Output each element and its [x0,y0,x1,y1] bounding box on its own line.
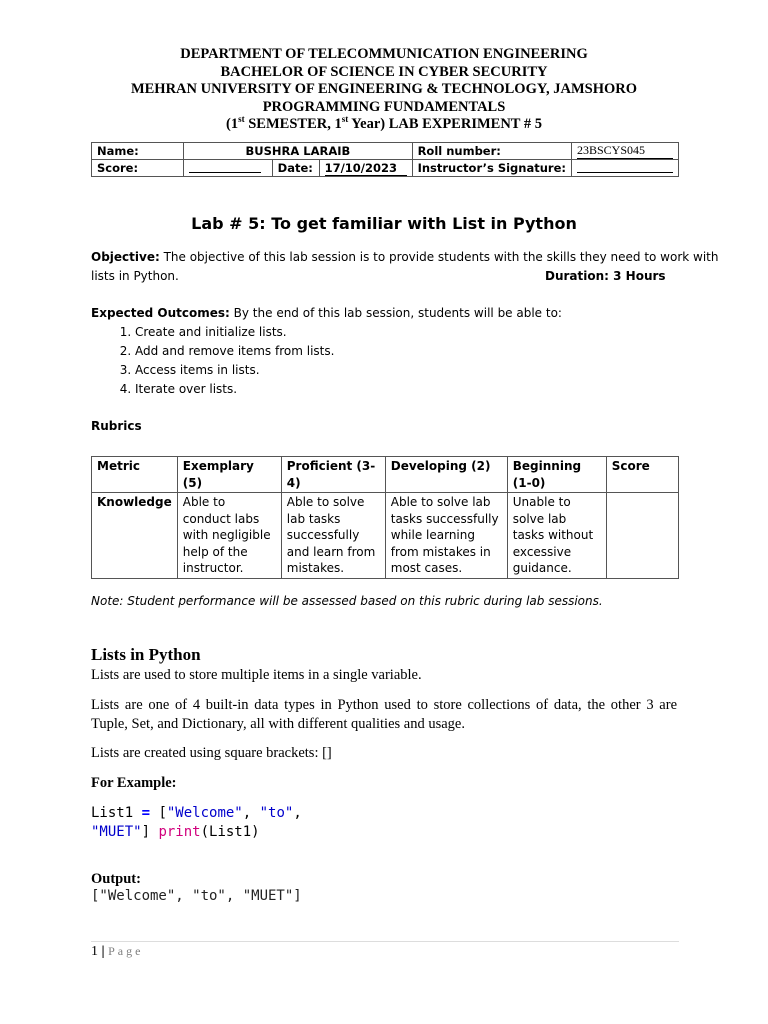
lab-title: Lab # 5: To get familiar with List in Python [191,214,577,233]
page-number: 1 [91,944,98,959]
duration: Duration: 3 Hours [545,269,666,283]
rubrics-heading: Rubrics [91,419,142,433]
department-line: DEPARTMENT OF TELECOMMUNICATION ENGINEERING [180,46,588,62]
cell-beginning: Unable to solve lab tasks without excessive guidance. [507,493,606,579]
signature-blank [572,160,679,177]
objective-label: Objective: [91,250,160,264]
output-label: Output: [91,871,141,887]
paragraph-3: Lists are created using square brackets: [] [91,745,332,761]
cell-score [606,493,678,579]
date-value: 17/10/2023 [325,161,407,176]
cell-metric: Knowledge [92,493,178,579]
cell-exemplary: Able to conduct labs with negligible help of the instructor. [177,493,281,579]
list-item: 2. Add and remove items from lists. [135,342,334,361]
name-value: BUSHRA LARAIB [184,143,412,160]
objective-line2: lists in Python. [91,269,179,283]
program-line: BACHELOR OF SCIENCE IN CYBER SECURITY [220,64,548,80]
student-info-table [91,142,679,177]
paragraph-2: Lists are one of 4 built-in data types in Python used to store collections of data, the other 3 are Tuple, Set, and Dictionary, all with different qualities and usage. [91,697,677,732]
score-blank [184,160,272,177]
table-row [92,493,679,579]
header-exemplary: Exemplary (5) [177,457,281,493]
page-word: Page [108,944,144,958]
outcomes-intro: Expected Outcomes: By the end of this lab session, students will be able to: [91,306,562,320]
outcomes-list [91,323,334,399]
list-item: 1. Create and initialize lists. [135,323,334,342]
outcomes-label: Expected Outcomes: [91,306,230,320]
cell-developing: Able to solve lab tasks successfully while learning from mistakes in most cases. [385,493,507,579]
roll-value: 23BSCYS045 [577,143,673,159]
name-label: Name: [92,143,184,160]
section-heading: Lists in Python [91,645,201,664]
header-beginning: Beginning (1-0) [507,457,606,493]
date-value-cell [319,160,412,177]
cell-proficient: Able to solve lab tasks successfully and learn from mistakes. [281,493,385,579]
university-line: MEHRAN UNIVERSITY OF ENGINEERING & TECHNOLOGY, JAMSHORO [130,81,638,97]
header-score: Score [606,457,678,493]
table-header-row [92,457,679,493]
semester-line: (1st SEMESTER, 1st Year) LAB EXPERIMENT # 5 [226,114,542,132]
objective-paragraph: Objective: The objective of this lab session is to provide students with the skills they need to work with [91,250,719,264]
course-line: PROGRAMMING FUNDAMENTALS [262,99,506,115]
signature-underline [577,160,673,173]
footer-divider [91,941,679,942]
header-developing: Developing (2) [385,457,507,493]
roll-value-cell [572,143,679,160]
output-value: ["Welcome", "to", "MUET"] [91,888,302,904]
code-line-2: "MUET"] print(List1) [91,824,260,840]
date-label: Date: [272,160,319,177]
score-underline [189,160,261,173]
roll-label: Roll number: [412,143,571,160]
page-footer: 1 | Page [91,944,144,959]
header-metric: Metric [92,457,178,493]
score-label: Score: [92,160,184,177]
list-item: 4. Iterate over lists. [135,380,334,399]
list-item: 3. Access items in lists. [135,361,334,380]
rubric-note: Note: Student performance will be assessed based on this rubric during lab sessions. [91,594,603,608]
rubrics-table [91,456,679,579]
paragraph-1: Lists are used to store multiple items in a single variable. [91,667,422,683]
signature-label: Instructor’s Signature: [412,160,571,177]
code-line-1: List1 = ["Welcome", "to", [91,805,302,821]
header-proficient: Proficient (3-4) [281,457,385,493]
example-label: For Example: [91,775,177,791]
